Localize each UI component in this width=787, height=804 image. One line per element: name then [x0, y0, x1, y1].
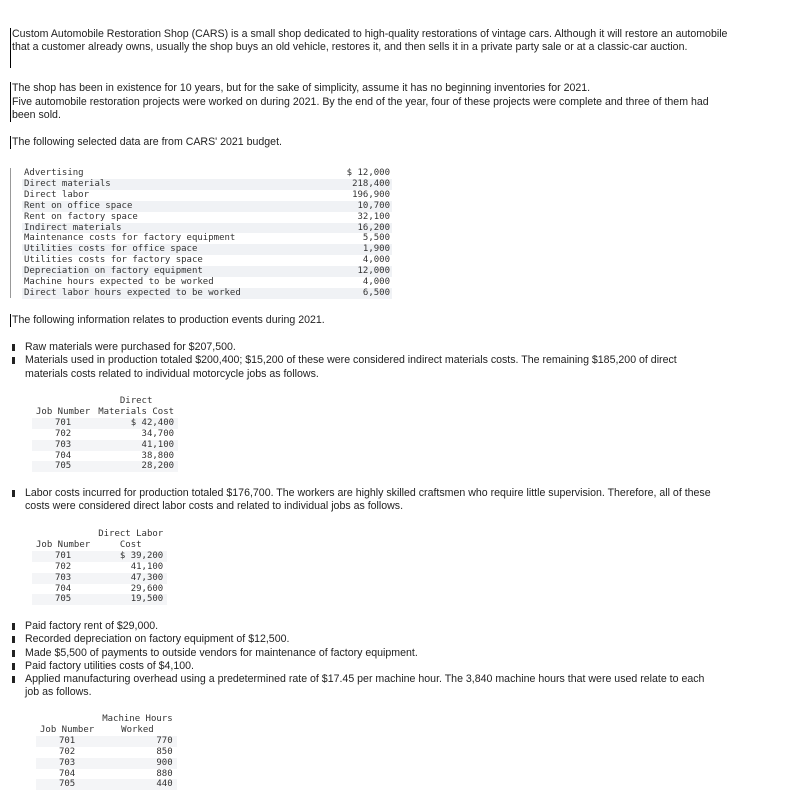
- list-item: Recorded depreciation on factory equipment of $12,500.: [12, 633, 717, 646]
- budget-label: Depreciation on factory equipment: [22, 266, 327, 277]
- budget-row: [22, 223, 392, 234]
- table-row: [32, 562, 167, 573]
- budget-label: Direct materials: [22, 179, 327, 190]
- budget-label: Direct labor hours expected to be worked: [22, 288, 327, 299]
- table-row: [32, 451, 178, 462]
- budget-label: Direct labor: [24, 189, 90, 200]
- value-cell: 850: [156, 746, 173, 757]
- list-item: Paid factory utilities costs of $4,100.: [12, 660, 717, 673]
- list-item: Raw materials were purchased for $207,500.: [12, 341, 717, 354]
- budget-amount: 218,400: [327, 179, 392, 190]
- budget-label: Rent on office space: [22, 201, 327, 212]
- table-row: [32, 584, 167, 595]
- list-item: Materials used in production totaled $200,400; $15,200 of these were considered indirect materials costs. The remaining $185,200 of direct materials costs related to individual motorcycle jobs as follows.: [12, 354, 717, 381]
- col-job-number: Job Number: [36, 406, 91, 417]
- list-item: Labor costs incurred for production totaled $176,700. The workers are highly skilled craftsmen who require little supervision. Therefore, all of these costs were considered direct labor costs and related to individual jobs as follows.: [12, 487, 717, 514]
- col-job-number: Job Number: [40, 724, 95, 735]
- budget-amount: 5,500: [362, 233, 390, 244]
- budget-row: [22, 288, 392, 299]
- intro-paragraph: Custom Automobile Restoration Shop (CARS) is a small shop dedicated to high-quality restorations of vintage cars. Although it will restore an automobile that a customer already owns, usually the shop buys an old vehicle, restores it, and then sells it in a private party sale or at a classic-car auction.: [12, 28, 728, 54]
- paragraph-marker: [10, 82, 11, 122]
- value-cell: 29,600: [130, 583, 164, 594]
- budget-row: [22, 233, 392, 244]
- table-row: [32, 440, 178, 451]
- value-cell: $ 39,200: [94, 551, 167, 562]
- job-number-cell: 702: [58, 746, 76, 757]
- budget-row: [22, 266, 392, 277]
- budget-row: [22, 179, 392, 190]
- budget-row: [22, 212, 392, 223]
- value-cell: 19,500: [94, 594, 167, 605]
- job-number-cell: 703: [32, 440, 94, 451]
- budget-table: [22, 168, 392, 299]
- budget-row: [22, 190, 392, 201]
- paragraph-marker: [10, 28, 11, 68]
- job-number-cell: 705: [36, 779, 98, 790]
- table-row: [36, 779, 177, 790]
- col-header-line2: Cost: [119, 539, 142, 550]
- table-row: [32, 418, 178, 429]
- value-cell: 28,200: [94, 461, 178, 472]
- budget-amount: 32,100: [357, 211, 390, 222]
- budget-row: [22, 277, 392, 288]
- budget-row: [22, 255, 392, 266]
- list-item: Applied manufacturing overhead using a predetermined rate of $17.45 per machine hour. The 3,840 machine hours that were used relate to each job as follows.: [12, 673, 717, 700]
- events-list-1: [12, 341, 717, 381]
- value-cell: 34,700: [141, 428, 175, 439]
- budget-row: [22, 201, 392, 212]
- materials-table: [32, 396, 178, 472]
- list-item: Paid factory rent of $29,000.: [12, 620, 717, 633]
- budget-label: Maintenance costs for factory equipment: [24, 233, 236, 244]
- job-number-cell: 705: [32, 594, 94, 605]
- paragraph-marker: [10, 136, 11, 149]
- budget-row: [22, 244, 392, 255]
- events-intro: The following information relates to production events during 2021.: [12, 314, 325, 326]
- value-cell: $ 42,400: [94, 418, 178, 429]
- job-number-cell: 703: [32, 573, 94, 584]
- value-cell: 770: [98, 736, 176, 747]
- budget-amount: 16,200: [327, 223, 392, 234]
- job-number-cell: 704: [58, 768, 76, 779]
- value-cell: 880: [156, 768, 173, 779]
- events-list-3: [12, 620, 717, 700]
- job-number-cell: 705: [32, 461, 94, 472]
- table-row: [32, 429, 178, 440]
- budget-amount: 10,700: [327, 201, 392, 212]
- budget-label: Machine hours expected to be worked: [24, 277, 214, 288]
- budget-amount: 4,000: [362, 277, 390, 288]
- col-header-line1: Direct Labor: [98, 529, 164, 539]
- value-cell: 41,100: [130, 561, 164, 572]
- list-item: Made $5,500 of payments to outside vendors for maintenance of factory equipment.: [12, 647, 717, 660]
- budget-amount: 196,900: [352, 189, 390, 200]
- table-row: [32, 573, 167, 584]
- table-marker: [10, 168, 11, 298]
- history-paragraph-b: Five automobile restoration projects were worked on during 2021. By the end of the year, four of these projects were complete and three of them had been sold.: [12, 95, 709, 121]
- value-cell: 440: [98, 779, 176, 790]
- job-number-cell: 701: [32, 418, 94, 429]
- col-header-line2: Materials Cost: [98, 406, 175, 417]
- budget-intro: The following selected data are from CARS' 2021 budget.: [12, 136, 282, 148]
- table-row: [32, 594, 167, 605]
- budget-amount: $ 12,000: [346, 168, 390, 178]
- table-row: [36, 747, 177, 758]
- paragraph-marker: [10, 314, 11, 327]
- job-number-cell: 704: [54, 450, 72, 461]
- value-cell: 47,300: [94, 573, 167, 584]
- table-row: [36, 758, 177, 769]
- col-header-line1: Direct: [119, 396, 153, 406]
- machine-hours-table: [36, 714, 177, 790]
- budget-label: Advertising: [24, 168, 84, 178]
- budget-label: Utilities costs for office space: [22, 244, 327, 255]
- budget-amount: 12,000: [327, 266, 392, 277]
- job-number-cell: 703: [36, 758, 98, 769]
- table-row: [36, 736, 177, 747]
- job-number-cell: 701: [36, 736, 98, 747]
- job-number-cell: 701: [32, 551, 94, 562]
- job-number-cell: 704: [54, 583, 72, 594]
- job-number-cell: 702: [54, 428, 72, 439]
- table-row: [32, 551, 167, 562]
- budget-amount: 4,000: [362, 255, 390, 266]
- history-paragraph-a: The shop has been in existence for 10 years, but for the sake of simplicity, assume it has no beginning inventories for 2021.: [12, 82, 591, 94]
- job-number-cell: 702: [54, 561, 72, 572]
- budget-label: Utilities costs for factory space: [24, 255, 203, 266]
- col-header-line2: Worked: [121, 724, 154, 735]
- col-job-number: Job Number: [36, 539, 91, 550]
- events-list-2: [12, 487, 717, 514]
- budget-amount: 6,500: [327, 288, 392, 299]
- budget-row: [22, 168, 392, 179]
- value-cell: 38,800: [141, 450, 175, 461]
- col-header-line1: Machine Hours: [102, 714, 173, 724]
- value-cell: 900: [98, 758, 176, 769]
- table-row: [36, 769, 177, 780]
- value-cell: 41,100: [94, 440, 178, 451]
- budget-label: Rent on factory space: [24, 211, 138, 222]
- table-row: [32, 461, 178, 472]
- budget-label: Indirect materials: [22, 223, 327, 234]
- labor-table: [32, 529, 167, 605]
- budget-amount: 1,900: [327, 244, 392, 255]
